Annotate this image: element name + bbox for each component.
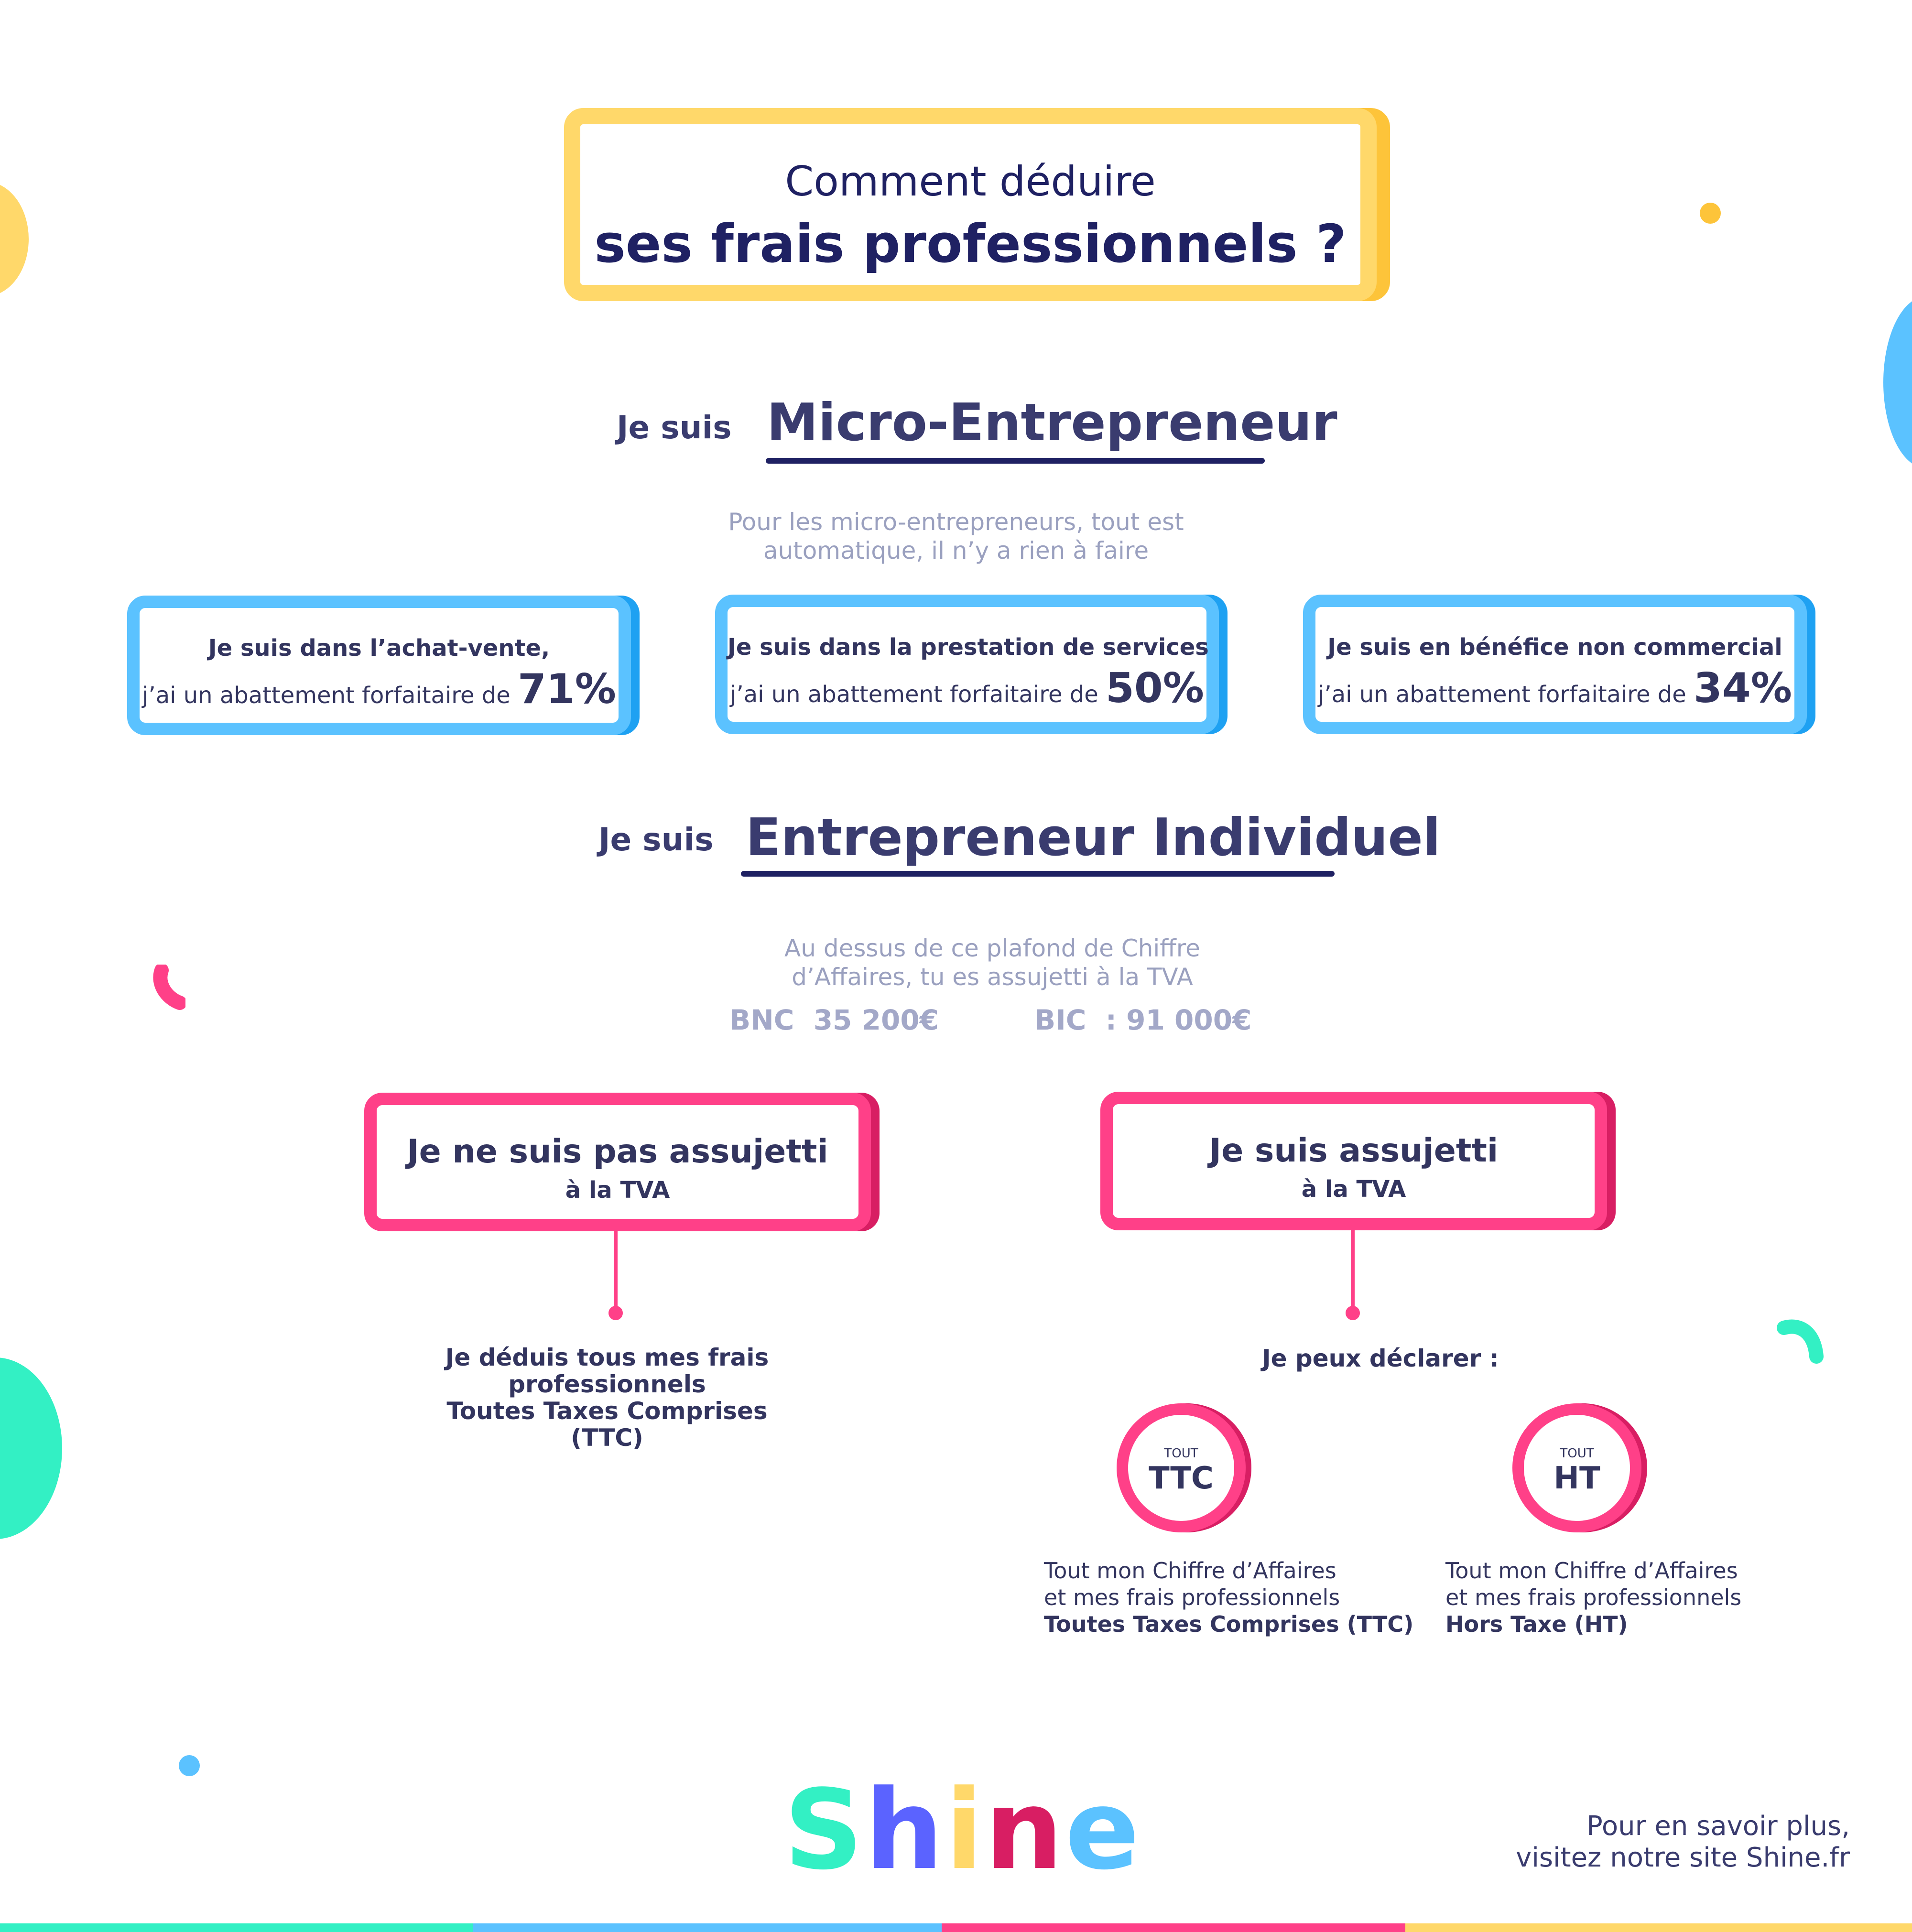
right-connector-dot	[1346, 1306, 1360, 1320]
deco-pink-arc	[152, 965, 185, 1012]
left-connector	[614, 1231, 618, 1313]
ttc-circle: TOUT TTC	[1117, 1403, 1246, 1532]
deco-green-blob	[0, 1357, 62, 1539]
declare-label: Je peux déclarer :	[1262, 1345, 1499, 1372]
micro-prefix: Je suis	[617, 409, 732, 446]
deco-green-arc	[1776, 1318, 1829, 1366]
micro-note: Pour les micro-entrepreneurs, tout est automatique, il n’y a rien à faire	[728, 508, 1184, 564]
micro-box-achat-vente: Je suis dans l’achat-vente, j’ai un abattement forfaitaire de 71%	[127, 596, 631, 735]
bottom-bar-green	[0, 1923, 473, 1932]
ht-circle: TOUT HT	[1512, 1403, 1641, 1532]
title-line1: Comment déduire	[785, 158, 1156, 206]
ei-underline	[741, 871, 1335, 877]
subject-vat-box: Je suis assujetti à la TVA	[1100, 1092, 1607, 1230]
ei-note: Au dessus de ce plafond de Chiffre d’Affaires, tu es assujetti à la TVA	[784, 934, 1200, 991]
ei-prefix: Je suis	[598, 821, 714, 858]
deco-yellow-blob	[0, 182, 29, 296]
micro-box-bnc: Je suis en bénéfice non commercial j’ai un abattement forfaitaire de 34%	[1303, 595, 1807, 734]
deco-blue-dot	[179, 1755, 200, 1776]
title-line2: ses frais professionnels ?	[594, 213, 1347, 274]
micro-underline	[766, 458, 1265, 464]
deco-blue-blob	[1883, 296, 1912, 468]
left-connector-dot	[608, 1306, 623, 1320]
ei-heading: Entrepreneur Individuel	[746, 808, 1441, 868]
right-connector	[1351, 1230, 1355, 1313]
pct-50: 50%	[1106, 664, 1204, 712]
left-deduction-text: Je déduis tous mes frais professionnels Toutes Taxes Comprises (TTC)	[445, 1344, 769, 1452]
bottom-bar-blue	[473, 1923, 942, 1932]
micro-box-prestation: Je suis dans la prestation de services j’ai un abattement forfaitaire de 50%	[715, 595, 1219, 734]
bottom-bar-pink	[942, 1923, 1405, 1932]
not-subject-vat-box: Je ne suis pas assujetti à la TVA	[364, 1093, 871, 1231]
ht-description: Tout mon Chiffre d’Affaires et mes frais professionnels Hors Taxe (HT)	[1445, 1558, 1742, 1637]
deco-yellow-dot	[1700, 203, 1721, 224]
bnc-threshold: BNC 35 200€	[729, 1004, 939, 1036]
bottom-bar-yellow	[1405, 1923, 1912, 1932]
footer-cta: Pour en savoir plus, visitez notre site Shine.fr	[1516, 1811, 1850, 1873]
shine-logo: Shine	[784, 1767, 1141, 1894]
pct-71: 71%	[518, 665, 616, 713]
micro-heading: Micro-Entrepreneur	[767, 393, 1337, 453]
pct-34: 34%	[1694, 664, 1792, 712]
title-box	[564, 108, 1377, 301]
ttc-description: Tout mon Chiffre d’Affaires et mes frais professionnels Toutes Taxes Comprises (TTC)	[1044, 1558, 1414, 1637]
bic-threshold: BIC : 91 000€	[1034, 1004, 1252, 1036]
